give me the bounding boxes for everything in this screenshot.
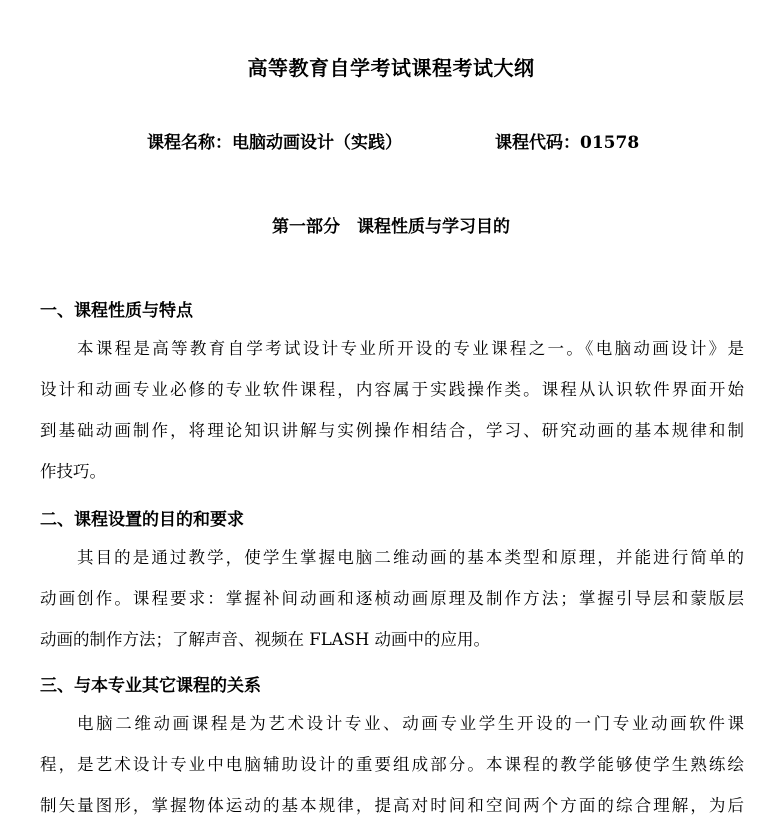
section-paragraph-2 <box>40 537 744 660</box>
section-paragraph-3 <box>40 703 744 826</box>
paragraph-line: 到基础动画制作，将理论知识讲解与实例操作相结合，学习、研究动画的基本规律和制 <box>40 421 744 440</box>
section-paragraph-1 <box>40 328 744 492</box>
paragraph-line: 电脑二维动画课程是为艺术设计专业、动画专业学生开设的一门专业动画软件课 <box>77 714 744 733</box>
course-code: 课程代码：01578 <box>495 133 640 153</box>
section-heading-2: 二、课程设置的目的和要求 <box>40 510 244 530</box>
section-heading-3: 三、与本专业其它课程的关系 <box>40 676 261 696</box>
course-name: 课程名称：电脑动画设计（实践） <box>147 133 402 153</box>
paragraph-line: 作技巧。 <box>40 462 106 481</box>
paragraph-line: 制矢量图形，掌握物体运动的基本规律，提高对时间和空间两个方面的综合理解，为后 <box>40 796 744 815</box>
paragraph-line: 动画创作。课程要求：掌握补间动画和逐桢动画原理及制作方法；掌握引导层和蒙版层 <box>40 589 744 608</box>
document-title: 高等教育自学考试课程考试大纲 <box>247 56 535 80</box>
paragraph-line: 动画的制作方法；了解声音、视频在 FLASH 动画中的应用。 <box>40 630 491 649</box>
paragraph-line: 其目的是通过教学，使学生掌握电脑二维动画的基本类型和原理，并能进行简单的 <box>77 548 744 567</box>
paragraph-line: 程，是艺术设计专业中电脑辅助设计的重要组成部分。本课程的教学能够使学生熟练绘 <box>40 755 744 774</box>
section-heading-1: 一、课程性质与特点 <box>40 301 193 321</box>
paragraph-line: 设计和动画专业必修的专业软件课程，内容属于实践操作类。课程从认识软件界面开始 <box>40 380 744 399</box>
part-title: 第一部分 课程性质与学习目的 <box>272 217 510 237</box>
paragraph-line: 本课程是高等教育自学考试设计专业所开设的专业课程之一。《电脑动画设计》是 <box>77 339 744 358</box>
